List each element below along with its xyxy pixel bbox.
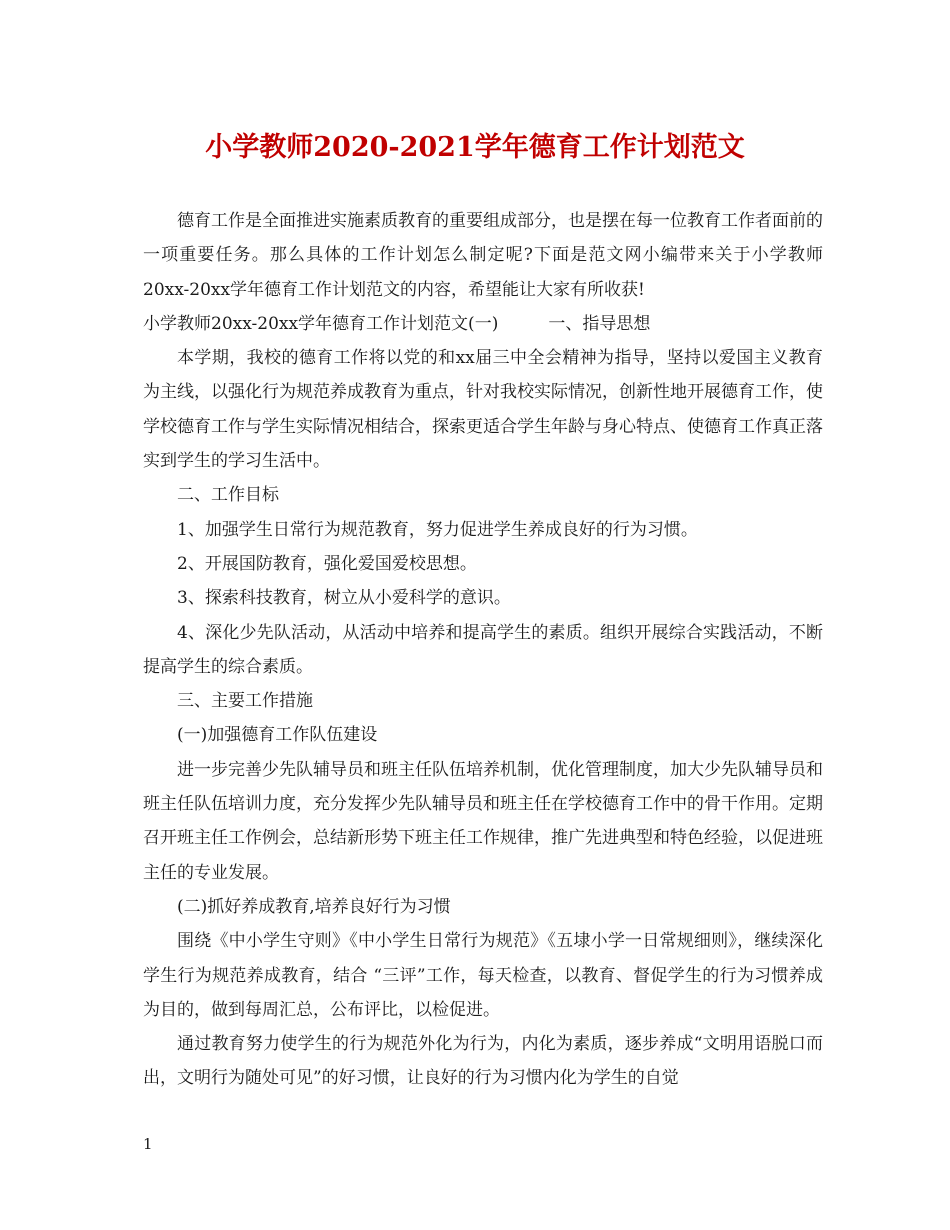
page-number: 1 bbox=[143, 1135, 153, 1153]
goal-item-4: 4、深化少先队活动，从活动中培养和提高学生的素质。组织开展综合实践活动，不断提高学生的综合素质。 bbox=[143, 622, 823, 677]
section-heading-goals: 二、工作目标 bbox=[177, 485, 279, 506]
measure-heading-1: (一)加强德育工作队伍建设 bbox=[177, 725, 378, 746]
guiding-paragraph: 本学期，我校的德育工作将以党的和xx届三中全会精神为指导，坚持以爱国主义教育为主线，以强化行为规范养成教育为重点，针对我校实际情况，创新性地开展德育工作，使学校德育工作与学生实际情况相结合，探索更适合学生年龄与身心特点、使德育工作真正落实到学生的学习生活中。 bbox=[143, 348, 823, 472]
measure-paragraph-1: 进一步完善少先队辅导员和班主任队伍培养机制，优化管理制度，加大少先队辅导员和班主任队伍培训力度，充分发挥少先队辅导员和班主任在学校德育工作中的骨干作用。定期召开班主任工作例会，总结新形势下班主任工作规律，推广先进典型和特色经验，以促进班主任的专业发展。 bbox=[143, 759, 823, 883]
document-title: 小学教师2020-2021学年德育工作计划范文 bbox=[205, 132, 745, 163]
section-heading-guiding: 一、指导思想 bbox=[548, 313, 651, 334]
measure-paragraph-2b: 通过教育努力使学生的行为规范外化为行为，内化为素质，逐步养成“文明用语脱口而出，文明行为随处可见”的好习惯，让良好的行为习惯内化为学生的自觉 bbox=[143, 1034, 823, 1089]
goal-item-1: 1、加强学生日常行为规范教育，努力促进学生养成良好的行为习惯。 bbox=[177, 519, 698, 540]
document-body bbox=[143, 204, 823, 1096]
measure-paragraph-2a: 围绕《中小学生守则》《中小学生日常行为规范》《五埭小学一日常规细则》，继续深化学生行为规范养成教育，结合 “三评”工作，每天检查，以教育、督促学生的行为习惯养成为目的，做到每周汇总，公布评比，以检促进。 bbox=[143, 931, 823, 1020]
goal-item-3: 3、探索科技教育，树立从小爱科学的意识。 bbox=[177, 588, 511, 609]
measure-heading-2: (二)抓好养成教育,培养良好行为习惯 bbox=[177, 896, 451, 917]
section-heading-measures: 三、主要工作措施 bbox=[177, 691, 313, 712]
intro-paragraph: 德育工作是全面推进实施素质教育的重要组成部分，也是摆在每一位教育工作者面前的一项重要任务。那么具体的工作计划怎么制定呢?下面是范文网小编带来关于小学教师20xx-20xx学年德育工作计划范文的内容，希望能让大家有所收获! bbox=[143, 211, 823, 300]
subtitle-line bbox=[143, 307, 823, 341]
goal-item-2: 2、开展国防教育，强化爱国爱校思想。 bbox=[177, 553, 477, 574]
plan-subtitle: 小学教师20xx-20xx学年德育工作计划范文(一) bbox=[143, 313, 499, 334]
